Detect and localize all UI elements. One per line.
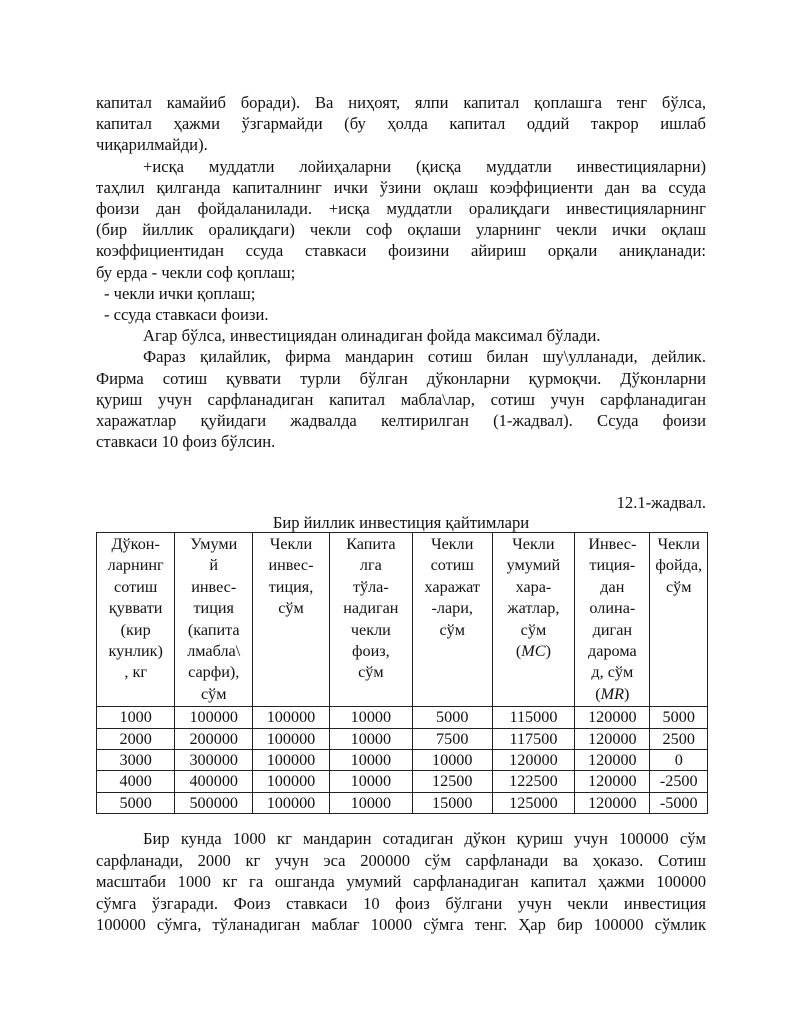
column-header-line: фоиз, (352, 642, 390, 661)
column-header-line: сўм (358, 663, 384, 682)
column-header (175, 533, 253, 707)
column-header-line: хара- (515, 577, 552, 596)
column-header-line: сўм (278, 599, 304, 618)
column-header-line: сотиш (114, 577, 158, 596)
column-header-line: сўм (200, 684, 227, 703)
table-row (97, 771, 708, 792)
document-body-top (96, 92, 706, 452)
table-row (97, 750, 708, 771)
text-line: сарфланади, 2000 кг учун эса 200000 сўм сарфланади ва ҳоказо. Сотиш (96, 850, 706, 870)
column-header (97, 533, 175, 707)
column-header-line: надиган (343, 599, 399, 618)
table-row (97, 728, 708, 749)
table-cell: 400000 (175, 771, 253, 792)
column-header-line: Чекли (512, 535, 555, 553)
text-line: бу ерда - чекли соф қоплаш; (96, 262, 296, 282)
text-line: 100000 сўмга, тўланадиган маблағ 10000 сўмга тенг. Ҳар бир 100000 сўмлик (96, 915, 706, 935)
column-header-line: тиция, (268, 577, 314, 596)
column-header-line: сўм (520, 620, 547, 639)
column-header-line: Чекли (657, 535, 700, 553)
column-header (253, 533, 330, 707)
table-cell: 5000 (97, 792, 175, 813)
column-header-line: Чекли (269, 535, 313, 553)
column-header (575, 533, 650, 707)
text-line: Агар бўлса, инвестициядан олинадиган фойда максимал бўлади. (143, 326, 601, 346)
table-header-row (97, 533, 708, 707)
column-header-line: -лари, (431, 599, 473, 618)
column-header-line: Дўкон- (111, 535, 160, 553)
table-cell: 100000 (253, 728, 330, 749)
column-header-line: диган (592, 620, 633, 639)
table-row (97, 792, 708, 813)
column-header (412, 533, 492, 707)
table-cell: 4000 (97, 771, 175, 792)
table-cell: 117500 (492, 728, 575, 749)
investment-returns-table (96, 532, 708, 814)
text-line: фоизи дан фойдаланилади. +исқа муддатли оралиқдаги инвестицияларнинг (96, 199, 706, 219)
column-header-line: лмабла\ (187, 642, 241, 661)
table-cell: 1000 (97, 707, 175, 728)
column-header-line: тиция- (589, 556, 636, 575)
table-cell: 120000 (575, 750, 650, 771)
table-cell: 100000 (175, 707, 253, 728)
column-header-line: Чекли (431, 535, 474, 553)
table-cell: 115000 (492, 707, 575, 728)
column-header-line: й (209, 556, 219, 575)
table-cell: 100000 (253, 707, 330, 728)
table-cell: 5000 (412, 707, 492, 728)
column-header-line: фойда, (655, 556, 703, 575)
text-line: +исқа муддатли лойиҳаларни (қисқа муддатли инвестицияларни) (143, 156, 706, 176)
column-header-line: дарома (588, 642, 637, 661)
column-header-line: қуввати (108, 599, 163, 618)
column-header-line: лга (359, 556, 382, 575)
table-cell: 100000 (253, 792, 330, 813)
column-header (329, 533, 412, 707)
table-cell: 10000 (329, 750, 412, 771)
column-header-line: харажат (424, 577, 480, 596)
column-header-line: (MC) (515, 642, 551, 661)
column-header (492, 533, 575, 707)
table-cell: 10000 (329, 707, 412, 728)
table-cell: 10000 (329, 728, 412, 749)
column-header-line: сўм (665, 577, 692, 596)
table-caption: Бир йиллик инвестиция қайтимлари (272, 513, 530, 532)
column-header-line: ларнинг (107, 556, 164, 575)
table-cell: 12500 (412, 771, 492, 792)
text-line: чиқарилмайди). (96, 135, 208, 155)
text-line: (бир йиллик оралиқдаги) чекли соф оқлаши уларнинг чекли ички оқлаш (96, 220, 706, 240)
column-header-line: Капита (346, 535, 396, 553)
column-header-line: инвес- (268, 556, 314, 575)
column-header-line: (капита (187, 620, 240, 639)
text-line: Бир кунда 1000 кг мандарин сотадиган дўкон қуриш учун 100000 сўм (143, 829, 706, 848)
text-line: сўмга ўзгаради. Фоиз ставкаси 10 фоиз бўлгани учун чекли инвестиция (96, 893, 706, 913)
text-line: Фирма сотиш қуввати турли бўлган дўконларни қурмоқчи. Дўконларни (96, 368, 706, 388)
table-cell: 2000 (97, 728, 175, 749)
column-header-line: инвес- (191, 577, 237, 596)
column-header-line: д, сўм (591, 663, 634, 682)
column-header-line: сўм (439, 620, 465, 639)
column-header-line: , кг (124, 663, 147, 682)
text-line: ставкаси 10 фоиз бўлсин. (96, 432, 276, 452)
text-line: таҳлил қилганда капиталнинг ички ўзини оқлаш коэффициенти дан ва ссуда (96, 177, 706, 197)
table-cell: 120000 (492, 750, 575, 771)
text-line: коэффициентидан ссуда ставкаси фоизини айириш орқали аниқланади: (96, 241, 706, 261)
text-line: капитал ҳажми ўзгармайди (бу ҳолда капитал оддий такрор ишлаб (96, 114, 706, 134)
column-header-line: (кир (120, 620, 151, 639)
text-line: харажатлар қуйидаги жадвалда келтирилган (1-жадвал). Ссуда фоизи (96, 411, 706, 431)
column-header-line: сотиш (430, 556, 474, 575)
table-cell: 0 (650, 750, 708, 771)
column-header-line: тўла- (352, 577, 389, 596)
table-cell: 120000 (575, 771, 650, 792)
table-cell: 15000 (412, 792, 492, 813)
table-number-label: 12.1-жадвал. (616, 493, 706, 512)
text-line: - чекли ички қоплаш; (104, 283, 256, 303)
table-cell: 7500 (412, 728, 492, 749)
column-header-line: дан (600, 577, 625, 596)
table-cell: 300000 (175, 750, 253, 771)
document-body-bottom (96, 828, 706, 936)
table-cell: 125000 (492, 792, 575, 813)
table-cell: 100000 (253, 750, 330, 771)
column-header-line: Умуми (190, 535, 238, 553)
column-header-line: сарфи), (188, 663, 240, 682)
table-cell: 120000 (575, 728, 650, 749)
column-header-line: чекли (350, 620, 391, 639)
text-line: - ссуда ставкаси фоизи. (104, 305, 269, 325)
text-line: Фараз қилайлик, фирма мандарин сотиш билан шу\улланади, дейлик. (143, 347, 706, 367)
table-body (97, 707, 708, 814)
text-line: қуриш учун сарфланадиган капитал мабла\лар, сотиш учун сарфланадиган (96, 389, 706, 409)
table-cell: 10000 (329, 771, 412, 792)
table-cell: -2500 (650, 771, 708, 792)
column-header (650, 533, 708, 707)
column-header-line: жатлар, (507, 599, 560, 618)
table-cell: 120000 (575, 792, 650, 813)
column-header-line: умумий (506, 556, 561, 575)
column-header-line: Инвес- (588, 535, 637, 553)
table-cell: 122500 (492, 771, 575, 792)
table-cell: 100000 (253, 771, 330, 792)
table-cell: 120000 (575, 707, 650, 728)
column-header-line: кунлик) (108, 642, 163, 661)
table-cell: 2500 (650, 728, 708, 749)
table-cell: 5000 (650, 707, 708, 728)
table-cell: 10000 (329, 792, 412, 813)
column-header-line: (MR) (595, 684, 630, 703)
table-cell: 3000 (97, 750, 175, 771)
table-cell: -5000 (650, 792, 708, 813)
text-line: капитал камайиб боради). Ва ниҳоят, ялпи капитал қоплашга тенг бўлса, (96, 93, 706, 112)
text-line: масштаби 1000 кг га ошганда умумий сарфланадиган капитал ҳажми 100000 (96, 872, 706, 892)
column-header-line: олина- (589, 599, 636, 618)
table-row (97, 707, 708, 728)
column-header-line: тиция (193, 599, 234, 618)
table-cell: 500000 (175, 792, 253, 813)
table-cell: 10000 (412, 750, 492, 771)
table-cell: 200000 (175, 728, 253, 749)
